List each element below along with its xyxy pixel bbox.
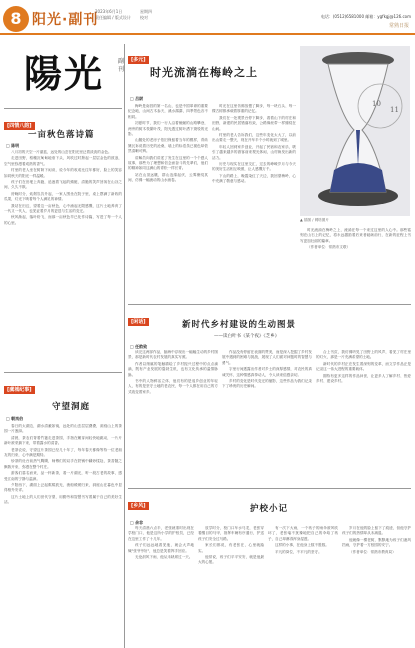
section-title: 阳光·副刊 bbox=[32, 12, 99, 28]
body-school-d: 岁月在他的脸上留下了痕迹，但他守护孩子们的热情却从未减退。 他就像一棵老树，默默地为孩子们遮风挡雨，守护着一方校园的安宁。 （作者单位：常熟市教育局） bbox=[342, 526, 411, 554]
weekday-line: 星期四 bbox=[140, 9, 152, 14]
body-rural-b: 作品没有停留在表面的赞美，而是深入挖掘了乡村发展中遇到的困难与挑战，展现了人们面对问题时的智慧与勇气。 字里行间透露出作者对乡土的深厚感情，对农民的真诚关怀，这种情感真挚动人，令人读来倍感亲切。 乡村的变化是时代变迁的缩影，这些作品为我们记录下了珍贵的历史瞬间。 bbox=[222, 350, 312, 389]
author-rural: □ 任韵致 bbox=[130, 344, 148, 349]
body-school-b: 放学时分，校门口车水马龙，老张穿着醒目的马甲，指挥车辆有序通行，护送孩子们安全过马路。 家长们都说，有老张在，心里就踏实。 他常说，孩子们平平安安，就是他最大的心愿。 bbox=[198, 526, 264, 565]
body-school-c: 有一次下大雨，一个孩子的雨伞被风吹坏了，老张毫不犹豫地把自己的伞给了孩子，自己却淋得浑身湿透。 这样的小事，在他身上数不胜数。 平凡的岗位，不平凡的坚守。 bbox=[268, 526, 338, 554]
title-garden: 守望洞庭 bbox=[52, 402, 91, 412]
body-time-c: 时光流淌在梅岭之上，流淌在每一个来过这里的人心中。那些铭刻在山石上的记忆，将永远激励着后来者砥砺前行，在新的征程上书写更加壮丽的篇章。 （作者单位：常熟市文联） bbox=[300, 228, 411, 250]
date-line: 2023年6月1日 bbox=[95, 9, 123, 14]
title-rural: 新时代乡村建设的生动图景 bbox=[182, 320, 297, 330]
header-rule bbox=[0, 33, 415, 35]
tag-autumn: [四情八韵] bbox=[4, 122, 35, 130]
page-header bbox=[0, 0, 415, 44]
body-rural-a: 读完这两部作品，脑海中浮现出一幅幅生动的乡村图景，那是新时代农村发展的真实写照。 作者以细腻的笔触描绘了乡村振兴过程中的点点滴滴，既有产业发展的蓬勃生机，也有文化传承的温情脉脉。 书中的人物鲜活立体，他们有的是返乡创业的年轻人，有的是坚守土地的老农民，每一个人都在用自己的方式改变着家乡。 bbox=[128, 350, 218, 394]
author-time: □ 吕尉 bbox=[130, 96, 144, 101]
author-autumn: □ 陈明 bbox=[6, 143, 20, 148]
tag-time: [多元] bbox=[128, 56, 149, 64]
body-time-a: 梅岭是南昌的第一名山，也是中国革命的重要纪念地，山间古木参天，溪水潺潺，四季景色各不相同。 初夏时节，我们一行人沿着蜿蜒的山路攀登，两旁的树木枝繁叶茂，阳光透过树叶洒下斑驳的光影。 山腰处的老房子依旧保留着当年的模样，青砖黛瓦诉说着历史的沧桑，墙上的标语虽已褪色却依然清晰可辨。 讲解员向我们讲述了发生在这里的一个个感人故事，那些为了理想和信念而奋斗的先辈们，他们的精神如同这满山的青松一样长青。 站在山顶远眺，群山连绵起伏，云雾缭绕其间，仿佛一幅流动的山水画卷。 bbox=[128, 104, 208, 183]
masthead-title: 陽光 bbox=[24, 51, 105, 96]
tag-rural: [闲话] bbox=[128, 318, 149, 326]
masthead bbox=[24, 46, 134, 106]
tag-school: [乡风] bbox=[128, 502, 149, 510]
contact-line: 电话：(0512)6581000 邮箱：ygfkgj@126.com bbox=[320, 14, 411, 19]
body-autumn: 八月初的天空一片湛蓝，远处的山峦在阳光里泛着淡淡的金色。 走进田野，稻穗沉甸甸地垂下头，风吹过时掀起一层层金色的波浪，空气里弥漫着成熟的香气。 村里的老人坐在树荫下闲谈，说今年的收成比往年都好，脸上的笑容如同秋天的阳光一样温暖。 孩子们在田埂上奔跑，追逐着飞起的蜻蜓，清脆的笑声回荡在山谷之间，久久不散。 傍晚时分，炊烟袅袅升起，一家人围坐在院子里，桌上摆满了新收的瓜果，灯光下映着每个人满足的神情。 我站在田边，望着这一亩秋色，心中涌起无限感慨，这片土地养育了一代又一代人，也见证着岁月的更迭与生活的变迁。 秋风渐起，落叶纷飞，而那一亩秋色早已化作诗篇，写进了每一个人的心里。 bbox=[4, 150, 122, 225]
masthead-vertical: 副刊 bbox=[118, 58, 125, 73]
author-garden: □ 朝岚伯 bbox=[6, 416, 24, 421]
image-caption: ▲ 插图 / 网络图片 bbox=[300, 218, 329, 222]
brand-logo: 常熟日报 bbox=[388, 23, 409, 29]
subtitle-rural: ——读白叶书《某个夜》《芝乡》 bbox=[214, 334, 280, 339]
title-time: 时光流淌在梅岭之上 bbox=[150, 66, 258, 79]
author-school: □ 余非 bbox=[130, 520, 144, 525]
meta-line: 责任编辑 / 版式设计 bbox=[95, 15, 131, 20]
body-school-a: 每天清晨六点半，老张就准时出现在学校门口，他是这所小学的护校员，已经在这里工作了十几年。 孩子们远远地看见他，就会大声地喊"张爷爷好"，他总是笑着挥手回应。 无论刮风下雨，他从未缺席过一天。 bbox=[128, 526, 194, 560]
title-autumn: 一亩秋色落诗篇 bbox=[28, 130, 95, 140]
svg-text:11: 11 bbox=[390, 106, 399, 114]
hourglass-illustration bbox=[300, 46, 410, 216]
title-school: 护校小记 bbox=[250, 504, 289, 514]
body-time-b: 时光在这里仿佛放慢了脚步，每一块石头、每一棵古树都承载着厚重的记忆。 我们在一处观景台停下脚步，看着山下的村庄和田野，新建的民居错落有致，公路像丝带一样缠绕在山间。 村里的老人告诉我们，这些年变化太大了，以前出山要走一整天，现在开车半个小时就到了城里。 年轻人回到家乡创业，开起了民宿和农家乐，吸引了越来越多的游客前来观光休闲，山村焕发出新的活力。 历史与现实在这里交汇，过去的峥嵘岁月与今天的美好生活相互映照，让人感慨万千。 下山的路上，晚霞染红了天边，我回望梅岭，心中充满了敬意与感动。 bbox=[212, 104, 296, 184]
proof-line: 校对 bbox=[140, 15, 148, 20]
page-number-badge: 8 bbox=[3, 6, 29, 32]
body-rural-c: 合上书页，我仿佛听见了田野上的风声，看见了村庄里的灯火，那是一片充满希望的土地。 新时代的乡村正在发生着深刻的变革，而文学作品正是记录这一伟大进程的重要载体。 期待有更多这样的作品问世，让更多人了解乡村、热爱乡村、建设乡村。 bbox=[316, 350, 411, 384]
svg-text:10: 10 bbox=[372, 100, 381, 108]
body-garden-a: 春日的太湖边，湖水清澈如镜，远处的山峦层层叠叠，洞庭山上的茶园一片葱绿。 清晨，茶农们背着竹篓走进茶园，手指在嫩芽间轻快地跳动，一片片新叶被采摘下来，带着露水的清香。 老茶农说，守望这片茶园已经几十年了，每年春天都像等待一位老朋友的归来，心中满是期待。 炒茶的灶台前热气腾腾，师傅们的双手在铁锅中翻炒揉捻，茶香随之飘散开来，弥漫在整个村庄。 游客们慕名而来，品一杯新茶，看一片湖光，听一段古老的故事，感受江南的宁静与温润。 夕阳西下，湖面上泛起粼粼波光，渔船缓缓归来，洞庭山在暮色中显得格外安详。 这片土地上的人们世代守望，用勤劳和智慧书写着属于自己的美好生活。 bbox=[4, 424, 122, 505]
tag-garden: [虞城纪事] bbox=[4, 386, 35, 394]
